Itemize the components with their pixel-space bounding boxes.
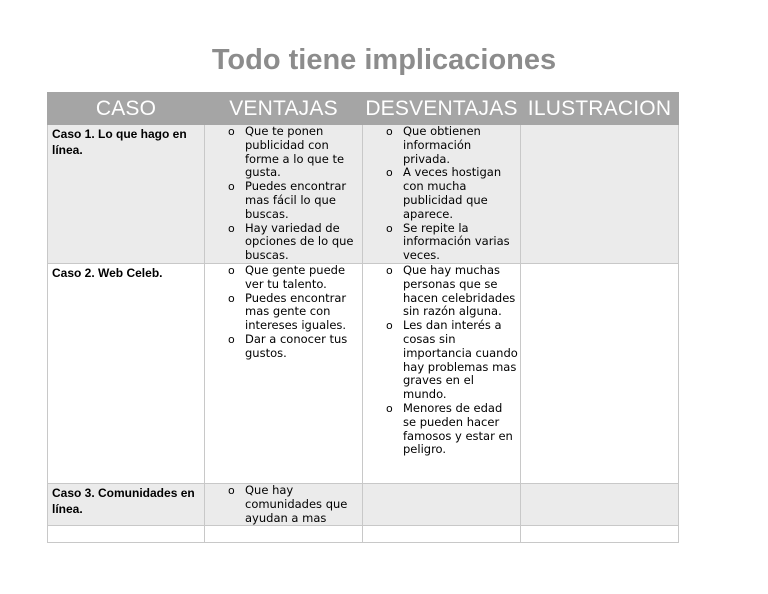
desventajas-cell[interactable] bbox=[363, 526, 521, 543]
list-item: o Que hay comunidades que ayudan a mas bbox=[228, 482, 348, 525]
list-item: o Puedes encontrar mas gente con intereses iguales. bbox=[228, 290, 347, 333]
case-name: Caso 3. Comunidades en línea. bbox=[52, 485, 195, 516]
ilustracion-cell[interactable] bbox=[521, 526, 679, 543]
table-row bbox=[48, 483, 679, 525]
table-row bbox=[48, 263, 679, 483]
ilustracion-cell[interactable] bbox=[521, 125, 679, 264]
bullet-icon: o bbox=[228, 291, 235, 305]
case-cell[interactable] bbox=[48, 263, 205, 483]
list-item: o Dar a conocer tus gustos. bbox=[228, 331, 348, 360]
ilustracion-cell[interactable] bbox=[521, 263, 679, 483]
desventajas-cell[interactable] bbox=[363, 125, 521, 264]
case-cell[interactable] bbox=[48, 483, 205, 525]
list-item: o A veces hostigan con mucha publicidad que aparece. bbox=[386, 165, 502, 221]
bullet-icon: o bbox=[386, 263, 393, 277]
cases-table bbox=[47, 92, 679, 543]
bullet-icon: o bbox=[228, 263, 235, 277]
bullet-icon: o bbox=[228, 483, 235, 497]
bullet-icon: o bbox=[386, 166, 393, 180]
table-row bbox=[48, 125, 679, 264]
table-header-row bbox=[48, 93, 679, 125]
list-item: o Menores de edad se pueden hacer famosos y estar en peligro. bbox=[386, 400, 513, 457]
ventajas-cell[interactable] bbox=[205, 526, 363, 543]
bullet-icon: o bbox=[386, 125, 393, 138]
ventajas-cell[interactable] bbox=[205, 125, 363, 264]
header-caso: CASO bbox=[48, 93, 205, 125]
bullet-icon: o bbox=[386, 319, 393, 333]
list-item: o Que obtienen información privada. bbox=[386, 124, 481, 166]
bullet-icon: o bbox=[228, 180, 235, 194]
bullet-icon: o bbox=[386, 401, 393, 415]
ventajas-cell[interactable] bbox=[205, 483, 363, 525]
case-cell[interactable] bbox=[48, 125, 205, 264]
header-ilustracion: ILUSTRACION bbox=[521, 93, 679, 125]
desventajas-cell[interactable] bbox=[363, 263, 521, 483]
ventajas-list bbox=[205, 264, 362, 361]
case-cell[interactable] bbox=[48, 526, 205, 543]
ilustracion-cell[interactable] bbox=[521, 483, 679, 525]
list-item: o Se repite la información varias veces. bbox=[386, 220, 510, 263]
list-item: o Que te ponen publicidad con forme a lo que te gusta. bbox=[228, 124, 345, 180]
header-ventajas: VENTAJAS bbox=[205, 93, 363, 125]
case-name: Caso 2. Web Celeb. bbox=[52, 265, 163, 280]
case-name: Caso 1. Lo que hago en línea. bbox=[52, 127, 187, 157]
desventajas-cell[interactable] bbox=[363, 483, 521, 525]
list-item: o Que hay muchas personas que se hacen celebridades sin razón alguna. bbox=[386, 262, 516, 319]
bullet-icon: o bbox=[228, 125, 235, 138]
ventajas-list bbox=[205, 484, 362, 525]
header-desventajas: DESVENTAJAS bbox=[363, 93, 521, 125]
table-row bbox=[48, 526, 679, 543]
list-item: o Hay variedad de opciones de lo que buscas. bbox=[228, 220, 354, 263]
desventajas-list bbox=[363, 264, 520, 457]
bullet-icon: o bbox=[228, 221, 235, 235]
ventajas-cell[interactable] bbox=[205, 263, 363, 483]
ventajas-list bbox=[205, 125, 362, 263]
desventajas-list bbox=[363, 125, 520, 263]
list-item: o Les dan interés a cosas sin importancia cuando hay problemas mas graves en el mundo. bbox=[386, 318, 518, 402]
document-title: Todo tiene implicaciones bbox=[211, 44, 557, 76]
list-item: o Puedes encontrar mas fácil lo que buscas. bbox=[228, 179, 347, 221]
bullet-icon: o bbox=[386, 221, 393, 235]
bullet-icon: o bbox=[228, 332, 235, 346]
list-item: o Que gente puede ver tu talento. bbox=[228, 262, 346, 291]
